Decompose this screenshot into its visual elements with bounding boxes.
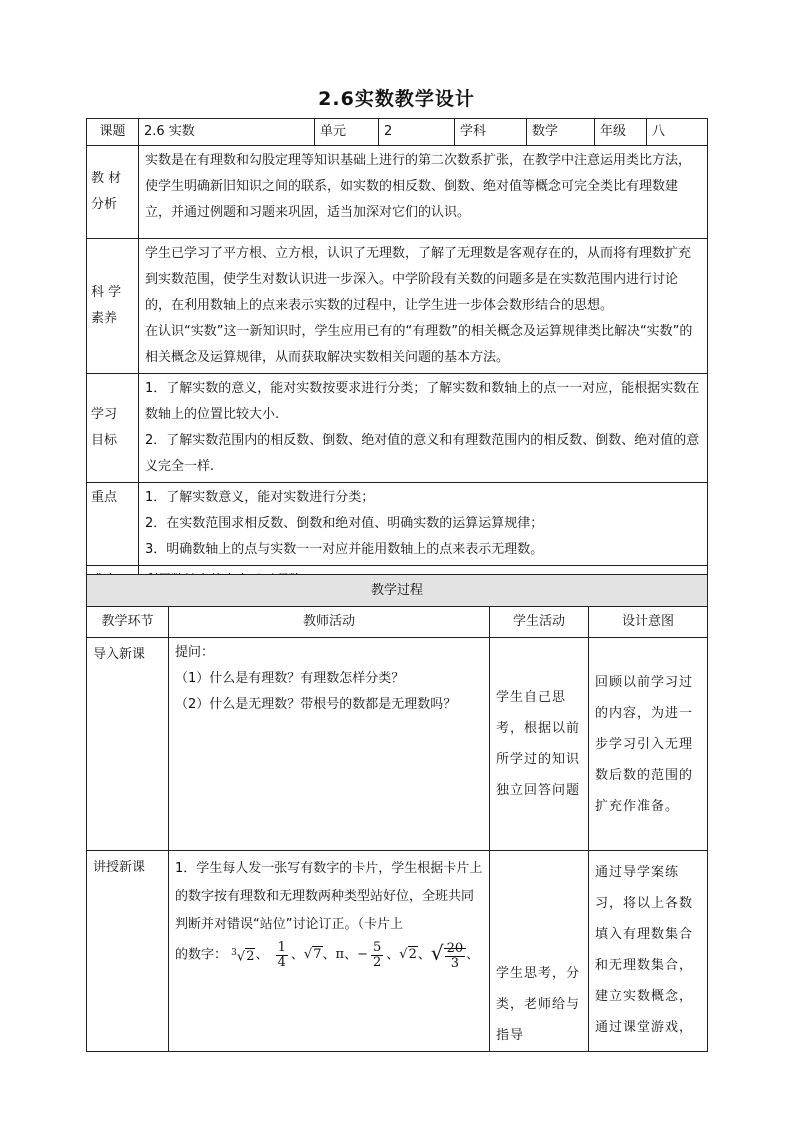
sqrt-twenty-thirds: √ $\frac{20}{3}$ <box>431 939 466 971</box>
literacy-text <box>139 239 708 374</box>
teacher-question-label: 提问： <box>175 645 215 660</box>
goals-label-line2: 目标 <box>91 433 118 448</box>
goals-label <box>87 374 139 483</box>
student-activity-intro: 学生自己思考，根据以前所学过的知识独立回答问题 <box>490 638 589 851</box>
stage-new-lesson: 讲授新课 <box>87 851 169 1052</box>
literacy-label <box>87 239 139 374</box>
process-section-title: 教学过程 <box>87 575 708 607</box>
info-table <box>86 118 708 597</box>
key-points-label: 重点 <box>87 483 139 566</box>
material-label-line2: 分析 <box>91 197 118 212</box>
sqrt2-radicand: 2 <box>408 947 417 963</box>
goal-item-2: 2．了解实数范围内的相反数、倒数、绝对值的意义和有理数范围内的相反数、倒数、绝对值的意义完全一样. <box>145 433 700 474</box>
separator: 、 <box>466 947 480 963</box>
unit-value: 2 <box>379 119 455 146</box>
sqrt-7: √7 <box>303 947 322 963</box>
table-row <box>87 851 708 1052</box>
table-row <box>87 638 708 851</box>
fraction-denominator: 4 <box>277 954 286 970</box>
teacher-card-activity-text: 1．学生每人发一张写有数字的卡片，学生根据卡片上的数字按有理数和无理数两种类型站好位，全班共同判断并对错误“站位”讨论订正。（卡片上 <box>175 861 483 932</box>
separator: 、 <box>344 947 358 963</box>
material-analysis-text: 实数是在有理数和勾股定理等知识基础上进行的第二次数系扩张，在教学中注意运用类比方法，使学生明确新旧知识之间的联系，如实数的相反数、倒数、绝对值等概念可完全类比有理数建立，并通过例题和习题来巩固，适当加深对它们的认识。 <box>139 146 708 239</box>
literacy-paragraph-2: 在认识“实数”这一新知识时，学生应用已有的“有理数”的相关概念及运算规律类比解决“实数”的相关概念及运算规律，从而获取解决实数相关问题的基本方法。 <box>145 324 693 365</box>
grade-value: 八 <box>647 119 708 146</box>
header-stage: 教学环节 <box>87 607 169 638</box>
design-intent-intro: 回顾以前学习过的内容，为进一步学习引入无理数后数的范围的扩充作准备。 <box>589 638 708 851</box>
teacher-question-2: （2）什么是无理数？带根号的数都是无理数吗？ <box>175 697 457 712</box>
literacy-label-line2: 素养 <box>91 311 118 326</box>
cube-root-of-2: $^3$√2 <box>231 948 255 965</box>
fraction-denominator: 3 <box>450 956 460 972</box>
header-teacher: 教师活动 <box>169 607 490 638</box>
material-analysis-label <box>87 146 139 239</box>
literacy-label-line1: 科 学 <box>91 285 122 300</box>
key-point-3: 3．明确数轴上的点与实数一一对应并能用数轴上的点来表示无理数。 <box>145 542 544 557</box>
cube-root-radicand: 2 <box>246 949 255 965</box>
separator: 、 <box>290 947 304 963</box>
fraction-numerator: 20 <box>446 941 464 957</box>
course-value: 2.6 实数 <box>139 119 315 146</box>
key-points-text <box>139 483 708 566</box>
literacy-paragraph-1: 学生已学习了平方根、立方根，认识了无理数，了解了无理数是客观存在的，从而将有理数扩充到实数范围，使学生对数认识进一步深入。中学阶段有关数的问题多是在实数范围内进行讨论的，在利用数轴上的点来表示实数的过程中，让学生进一步体会数形结合的思想。 <box>145 246 692 313</box>
key-point-2: 2．在实数范围求相反数、倒数和绝对值、明确实数的运算运算规律； <box>145 516 544 531</box>
teacher-activity-new-lesson <box>169 851 490 1052</box>
minus-sign: − <box>357 947 368 963</box>
header-design: 设计意图 <box>589 607 708 638</box>
stage-intro: 导入新课 <box>87 638 169 851</box>
goals-label-line1: 学习 <box>91 407 118 422</box>
design-intent-new-lesson: 通过导学案练习，将以上各数填入有理数集合和无理数集合，建立实数概念，通过课堂游戏， <box>589 851 708 1052</box>
teacher-question-1: （1）什么是有理数？有理数怎样分类？ <box>175 671 405 686</box>
goals-text <box>139 374 708 483</box>
sqrt-2: √2 <box>399 947 417 963</box>
subject-label: 学科 <box>455 119 527 146</box>
grade-label: 年级 <box>595 119 647 146</box>
card-numbers-prefix: 的数字： <box>175 947 228 963</box>
student-activity-new-lesson: 学生思考，分类，老师给与指导 <box>490 851 589 1052</box>
material-label-line1: 教 材 <box>91 171 122 186</box>
fraction-numerator: 1 <box>277 939 286 955</box>
separator: 、 <box>386 947 400 963</box>
pi-symbol: π <box>335 947 345 963</box>
separator: 、 <box>417 947 431 963</box>
teacher-activity-intro <box>169 638 490 851</box>
document-title: 2.6实数教学设计 <box>318 88 475 110</box>
fraction-one-quarter <box>276 941 288 970</box>
subject-value: 数学 <box>527 119 595 146</box>
fraction-five-halves <box>371 941 383 970</box>
course-label: 课题 <box>87 119 139 146</box>
separator: 、 <box>255 947 269 963</box>
fraction-numerator: 5 <box>372 939 382 955</box>
header-student: 学生活动 <box>490 607 589 638</box>
unit-label: 单元 <box>315 119 379 146</box>
cube-root-index: 3 <box>231 948 237 958</box>
separator: 、 <box>322 947 336 963</box>
goal-item-1: 1．了解实数的意义，能对实数按要求进行分类；了解实数和数轴上的点一一对应，能根据实数在数轴上的位置比较大小. <box>145 381 700 422</box>
fraction-denominator: 2 <box>372 954 382 970</box>
sqrt7-radicand: 7 <box>313 947 322 963</box>
key-point-1: 1．了解实数意义，能对实数进行分类； <box>145 490 375 505</box>
process-table <box>86 574 708 1052</box>
